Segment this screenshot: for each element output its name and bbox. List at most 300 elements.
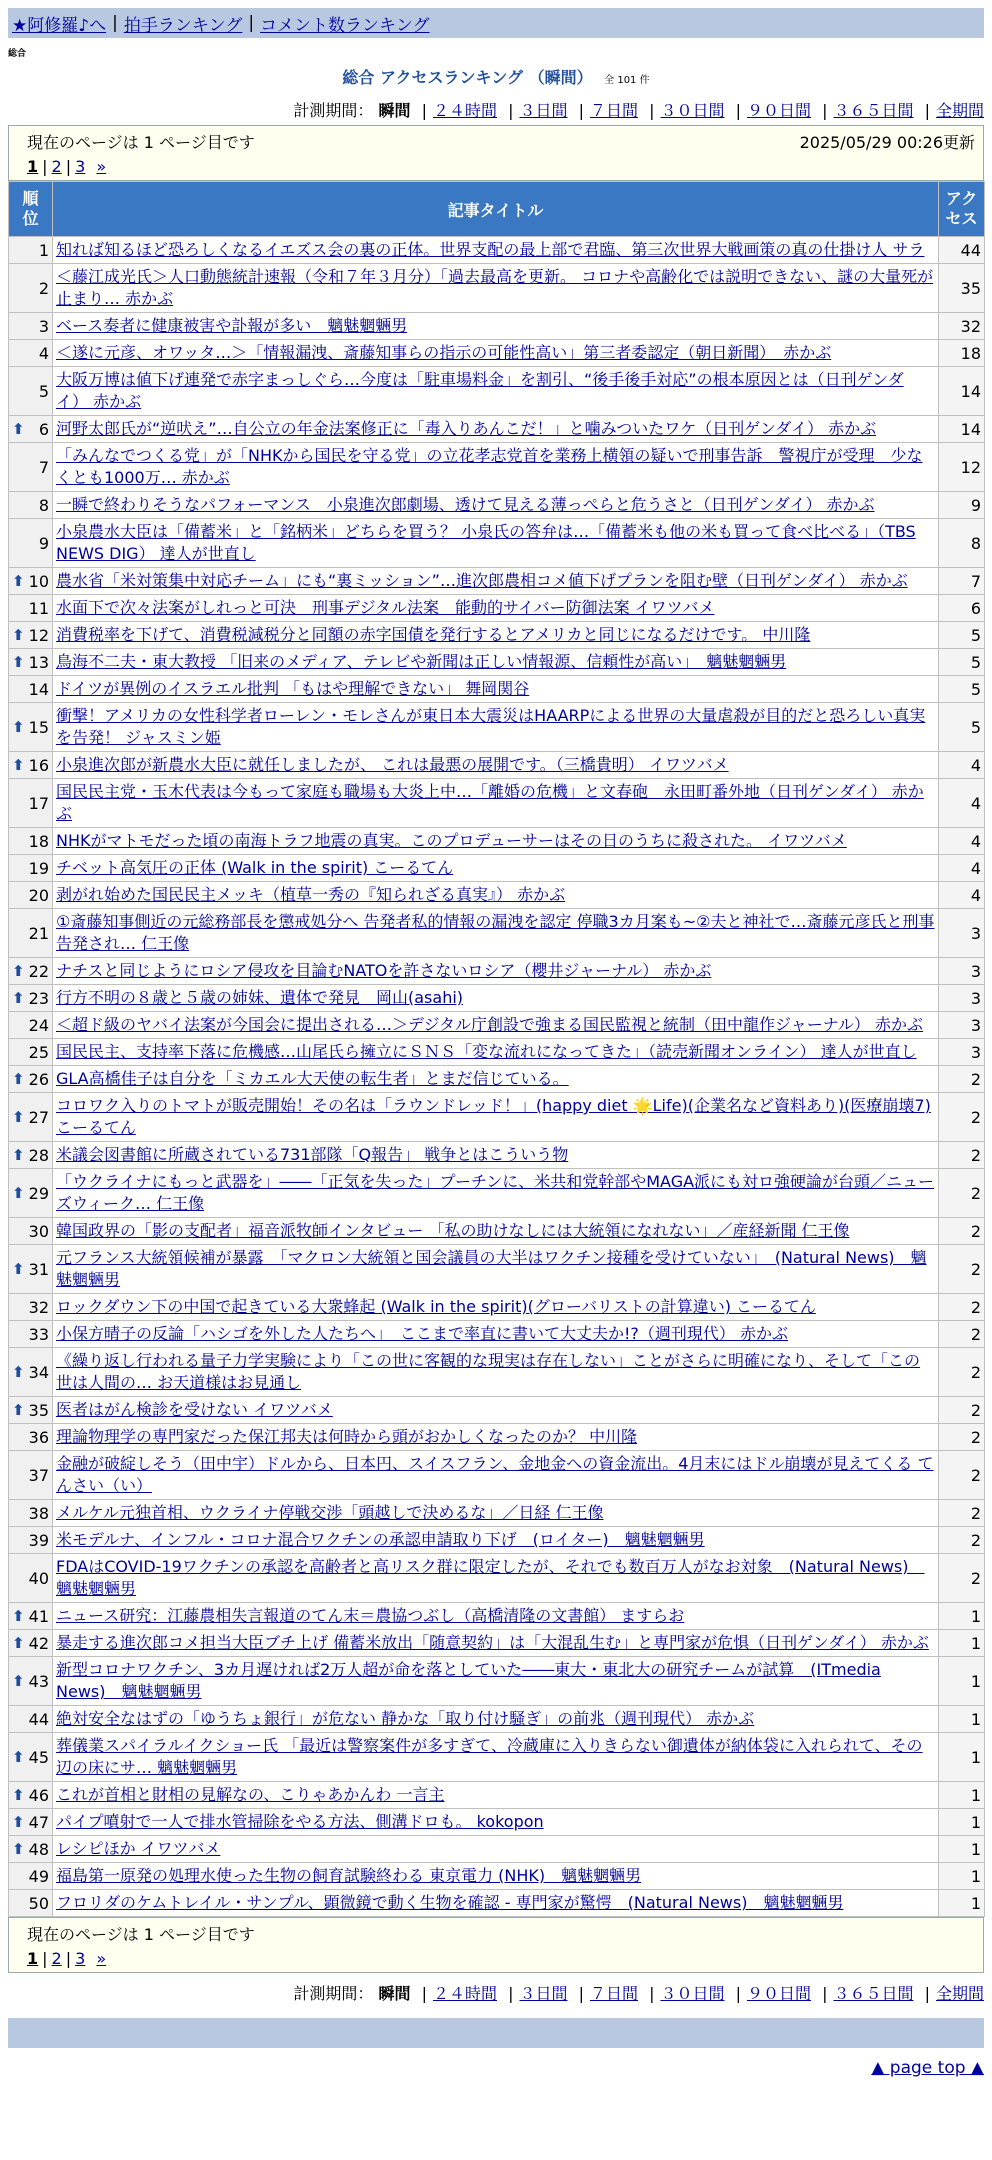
rank-cell (9, 1603, 53, 1630)
rank-number: 45 (28, 1747, 49, 1767)
period-label: 計測期間： (293, 101, 374, 120)
rank-number: 14 (28, 679, 49, 699)
access-count: 2 (939, 1169, 985, 1218)
rank-up-arrow-icon: ⬆ (12, 652, 25, 671)
title-cell (53, 1836, 939, 1863)
title-cell (53, 1218, 939, 1245)
article-title-link[interactable]: 「ウクライナにもっと武器を」――「正気を失った」プーチンに、米共和党幹部やMAGA派にも対ロ強硬論が台頭／ニューズウィーク… 仁王像 (56, 1172, 935, 1213)
rank-cell (9, 595, 53, 622)
article-title-link[interactable]: ＜遂に元彦、オワッタ…＞「情報漏洩、斎藤知事らの指示の可能性高い」第三者委認定（朝日新聞） 赤かぶ (56, 343, 832, 362)
rank-cell (9, 1294, 53, 1321)
rank-number: 34 (28, 1362, 49, 1382)
rank-number: 6 (38, 419, 49, 439)
rank-up-arrow-icon: ⬆ (12, 1671, 25, 1690)
period-3d-link[interactable]: ３日間 (519, 1984, 568, 2003)
article-title-link[interactable]: 韓国政界の「影の支配者」福音派牧師インタビュー 「私の助けなしには大統領になれない」／産経新聞 仁王像 (56, 1221, 850, 1240)
table-row (9, 367, 985, 416)
rank-cell (9, 1424, 53, 1451)
rank-cell (9, 855, 53, 882)
access-count: 2 (939, 1397, 985, 1424)
rank-cell (9, 882, 53, 909)
page-info-bottom (8, 1917, 984, 1973)
pager-bottom: 1 | 2 | 3 » (27, 1949, 107, 1968)
page-top-link[interactable]: ▲ page top ▲ (871, 2058, 984, 2078)
title-cell (53, 703, 939, 752)
rank-up-arrow-icon: ⬆ (12, 1145, 25, 1164)
article-title-link[interactable]: GLA高橋佳子は自分を「ミカエル大天使の転生者」とまだ信じている。 (56, 1069, 569, 1088)
rank-number: 31 (28, 1259, 49, 1279)
article-title-link[interactable]: 知れば知るほど恐ろしくなるイエズス会の裏の正体。世界支配の最上部で君臨、第三次世界大戦画策の真の仕掛け人 サラ (56, 240, 925, 259)
access-count: 1 (939, 1782, 985, 1809)
rank-cell (9, 1630, 53, 1657)
article-title-link[interactable]: 金融が破綻しそう（田中宇）ドルから、日本円、スイスフラン、金地金への資金流出。4月末にはドル崩壊が見えてくる てんさい（い） (56, 1454, 934, 1495)
rank-cell (9, 828, 53, 855)
rank-number: 35 (28, 1400, 49, 1420)
rank-cell (9, 1657, 53, 1706)
article-title-link[interactable]: 剥がれ始めた国民民主メッキ（植草一秀の『知られざる真実』） 赤かぶ (56, 885, 566, 904)
access-count: 18 (939, 340, 985, 367)
rank-number: 48 (28, 1839, 49, 1859)
rank-number: 37 (28, 1465, 49, 1485)
title-cell (53, 622, 939, 649)
title-cell (53, 958, 939, 985)
rank-up-arrow-icon: ⬆ (12, 1362, 25, 1381)
table-row (9, 1321, 985, 1348)
table-row (9, 1348, 985, 1397)
access-count: 3 (939, 909, 985, 958)
pager-top: 1 | 2 | 3 » (27, 157, 107, 176)
rank-number: 40 (28, 1568, 49, 1588)
rank-cell (9, 1836, 53, 1863)
access-count: 2 (939, 1245, 985, 1294)
article-title-link[interactable]: 葬儀業スパイラルイクショー氏 「最近は警察案件が多すぎて、冷蔵庫に入りきらない御遺体が納体袋に入れられて、その辺の床にサ… 魑魅魍魎男 (56, 1736, 923, 1777)
period-current: 瞬間 (378, 101, 411, 120)
access-count: 1 (939, 1890, 985, 1917)
rank-up-arrow-icon: ⬆ (12, 419, 25, 438)
rank-up-arrow-icon: ⬆ (12, 1839, 25, 1858)
table-row (9, 909, 985, 958)
rank-up-arrow-icon: ⬆ (12, 1069, 25, 1088)
rank-cell (9, 1093, 53, 1142)
access-count: 3 (939, 1012, 985, 1039)
rank-cell (9, 1218, 53, 1245)
rank-cell (9, 985, 53, 1012)
table-row (9, 779, 985, 828)
table-row (9, 568, 985, 595)
ranking-table (8, 181, 985, 1917)
title-cell (53, 1782, 939, 1809)
title-cell (53, 416, 939, 443)
article-title-link[interactable]: フロリダのケムトレイル・サンプル、顕微鏡で動く生物を確認 - 専門家が驚愕 (Natural News) 魑魅魍魎男 (56, 1893, 844, 1912)
article-title-link[interactable]: ニュース研究：江藤農相失言報道のてん末＝農協つぶし（高橋清隆の文書館） ますらお (56, 1606, 685, 1625)
table-row (9, 1527, 985, 1554)
rank-number: 38 (28, 1503, 49, 1523)
rank-number: 32 (28, 1297, 49, 1317)
page-title (0, 65, 992, 88)
rank-cell (9, 1012, 53, 1039)
rank-number: 33 (28, 1324, 49, 1344)
period-24h-link[interactable]: ２４時間 (432, 1984, 497, 2003)
rank-number: 44 (28, 1709, 49, 1729)
rank-cell (9, 909, 53, 958)
article-title-link[interactable]: ベース奏者に健康被害や訃報が多い 魑魅魍魎男 (56, 316, 408, 335)
title-cell (53, 1093, 939, 1142)
rank-cell (9, 622, 53, 649)
pager-page-2[interactable]: 2 (51, 1949, 62, 1968)
rank-up-arrow-icon: ⬆ (12, 1747, 25, 1766)
table-row (9, 649, 985, 676)
rank-cell (9, 1890, 53, 1917)
access-count: 32 (939, 313, 985, 340)
article-title-link[interactable]: 「みんなでつくる党」が「NHKから国民を守る党」の立花孝志党首を業務上横領の疑いで刑事告訴 警視庁が受理 少なくとも1000万… 赤かぶ (56, 446, 923, 487)
rank-number: 13 (28, 652, 49, 672)
table-header-row (9, 182, 985, 237)
rank-number: 21 (28, 923, 49, 943)
title-cell (53, 519, 939, 568)
rank-cell (9, 1397, 53, 1424)
col-title-header: 記事タイトル (53, 182, 939, 237)
period-7d-link[interactable]: ７日間 (589, 1984, 638, 2003)
rank-up-arrow-icon: ⬆ (12, 625, 25, 644)
rank-cell (9, 568, 53, 595)
article-title-link[interactable]: ＜超ド級のヤバイ法案が今国会に提出される…＞デジタル庁創設で強まる国民監視と統制（田中龍作ジャーナル） 赤かぶ (56, 1015, 924, 1034)
period-30d-link[interactable]: ３０日間 (660, 1984, 725, 2003)
title-cell (53, 1012, 939, 1039)
title-cell (53, 443, 939, 492)
table-row (9, 1093, 985, 1142)
rank-cell (9, 1782, 53, 1809)
table-row (9, 958, 985, 985)
rank-number: 1 (38, 240, 49, 260)
access-count: 2 (939, 1066, 985, 1093)
category-label: 総合 (8, 49, 27, 59)
table-row (9, 676, 985, 703)
rank-cell (9, 519, 53, 568)
title-cell (53, 779, 939, 828)
total-count: 全 101 件 (604, 75, 650, 86)
rank-cell (9, 443, 53, 492)
access-count: 2 (939, 1142, 985, 1169)
title-cell (53, 1733, 939, 1782)
article-title-link[interactable]: 医者はがん検診を受けない イワツバメ (56, 1400, 333, 1419)
rank-up-arrow-icon: ⬆ (12, 717, 25, 736)
period-24h-link[interactable]: ２４時間 (432, 101, 497, 120)
rank-number: 27 (28, 1107, 49, 1127)
rank-cell (9, 1169, 53, 1218)
article-title-link[interactable]: 一瞬で終わりそうなパフォーマンス 小泉進次郎劇場、透けて見える薄っぺらと危うさと（日刊ゲンダイ） 赤かぶ (56, 495, 875, 514)
title-cell (53, 909, 939, 958)
rank-up-arrow-icon: ⬆ (12, 1400, 25, 1419)
title-cell (53, 1294, 939, 1321)
table-row (9, 1245, 985, 1294)
title-cell (53, 1451, 939, 1500)
article-title-link[interactable]: 米議会図書館に所蔵されている731部隊「Q報告」 戦争とはこういう物 (56, 1145, 569, 1164)
rank-cell (9, 779, 53, 828)
access-count: 35 (939, 264, 985, 313)
rank-number: 25 (28, 1042, 49, 1062)
article-title-link[interactable]: ①斎藤知事側近の元総務部長を懲戒処分へ 告発者私的情報の漏洩を認定 停職3カ月案も~②夫と神社で…斎藤元彦氏と刑事告発され… 仁王像 (56, 912, 935, 953)
rank-number: 26 (28, 1069, 49, 1089)
access-count: 2 (939, 1348, 985, 1397)
table-row (9, 1809, 985, 1836)
access-count: 1 (939, 1809, 985, 1836)
article-title-link[interactable]: パイプ噴射で一人で排水管掃除をやる方法、側溝ドロも。 kokopon (56, 1812, 544, 1831)
title-cell (53, 1039, 939, 1066)
rank-up-arrow-icon: ⬆ (12, 571, 25, 590)
rank-number: 43 (28, 1671, 49, 1691)
rank-number: 3 (38, 316, 49, 336)
pager-next[interactable]: » (96, 157, 107, 176)
rank-number: 8 (38, 495, 49, 515)
rank-cell (9, 752, 53, 779)
title-cell (53, 1890, 939, 1917)
table-row (9, 1890, 985, 1917)
article-title-link[interactable]: 水面下で次々法案がしれっと可決 刑事デジタル法案 能動的サイバー防御法案 イワツバメ (56, 598, 715, 617)
article-title-link[interactable]: 鳥海不二夫・東大教授 「旧来のメディア、テレビや新聞は正しい情報源、信頼性が高い」 魑魅魍魎男 (56, 652, 787, 671)
article-title-link[interactable]: ロックダウン下の中国で起きている大衆蜂起 (Walk in the spirit)(グローバリストの計算違い) こーるてん (56, 1297, 816, 1316)
table-row (9, 264, 985, 313)
current-page-text: 現在のページは 1 ページ目です (27, 133, 255, 152)
access-count: 2 (939, 1554, 985, 1603)
title-cell (53, 1554, 939, 1603)
access-count: 5 (939, 649, 985, 676)
table-row (9, 1500, 985, 1527)
title-cell (53, 1657, 939, 1706)
rank-number: 36 (28, 1427, 49, 1447)
rank-up-arrow-icon: ⬆ (12, 1606, 25, 1625)
rank-up-arrow-icon: ⬆ (12, 988, 25, 1007)
rank-cell (9, 649, 53, 676)
access-count: 9 (939, 492, 985, 519)
title-cell (53, 340, 939, 367)
table-row (9, 313, 985, 340)
period-365d-link[interactable]: ３６５日間 (833, 1984, 914, 2003)
table-row (9, 1012, 985, 1039)
article-title-link[interactable]: 国民民主党・玉木代表は今もって家庭も職場も大炎上中…「離婚の危機」と文春砲 永田町番外地（日刊ゲンダイ） 赤かぶ (56, 782, 924, 823)
rank-number: 23 (28, 988, 49, 1008)
title-cell (53, 649, 939, 676)
title-cell (53, 1706, 939, 1733)
article-title-link[interactable]: メルケル元独首相、ウクライナ停戦交渉「頭越しで決めるな」／日経 仁王像 (56, 1503, 604, 1522)
article-title-link[interactable]: FDAはCOVID-19ワクチンの承認を高齢者と高リスク群に限定したが、それでも数百万人がなお対象 (Natural News) 魑魅魍魎男 (56, 1557, 925, 1598)
access-count: 1 (939, 1836, 985, 1863)
rank-cell (9, 1863, 53, 1890)
access-count: 2 (939, 1093, 985, 1142)
rank-number: 20 (28, 885, 49, 905)
home-link[interactable]: ★阿修羅♪へ (12, 15, 107, 36)
rank-cell (9, 264, 53, 313)
title-cell (53, 676, 939, 703)
rank-number: 4 (38, 343, 49, 363)
current-page-text-bottom: 現在のページは 1 ページ目です (27, 1925, 255, 1944)
table-row (9, 519, 985, 568)
period-selector-top: 計測期間： 瞬間 | ２４時間 | ３日間 | ７日間 | ３０日間 | ９０日間 | ３６５日間 | 全期間 (293, 101, 984, 120)
access-count: 1 (939, 1863, 985, 1890)
rank-number: 5 (38, 381, 49, 401)
title-cell (53, 1603, 939, 1630)
table-row (9, 1169, 985, 1218)
bottom-bar (8, 2018, 984, 2048)
table-row (9, 1218, 985, 1245)
title-cell (53, 855, 939, 882)
title-cell (53, 985, 939, 1012)
article-title-link[interactable]: 小泉農水大臣は「備蓄米」と「銘柄米」どちらを買う？ 小泉氏の答弁は…「備蓄米も他の米も買って食べ比べる」（TBS NEWS DIG） 達人が世直し (56, 522, 916, 563)
access-count: 6 (939, 595, 985, 622)
title-cell (53, 1169, 939, 1218)
page-info-top (8, 125, 984, 181)
table-row (9, 882, 985, 909)
article-title-link[interactable]: 大阪万博は値下げ連発で赤字まっしぐら…今度は「駐車場料金」を割引、“後手後手対応”の根本原因とは（日刊ゲンダイ） 赤かぶ (56, 370, 904, 411)
pager-next[interactable]: » (96, 1949, 107, 1968)
article-title-link[interactable]: 米モデルナ、インフル・コロナ混合ワクチンの承認申請取り下げ (ロイター) 魑魅魍魎男 (56, 1530, 705, 1549)
article-title-link[interactable]: ドイツが異例のイスラエル批判 「もはや理解できない」 舞岡関谷 (56, 679, 530, 698)
period-365d-link[interactable]: ３６５日間 (833, 101, 914, 120)
rank-number: 46 (28, 1785, 49, 1805)
access-count: 2 (939, 1451, 985, 1500)
article-title-link[interactable]: 国民民主、支持率下落に危機感…山尾氏ら擁立にＳＮＳ「変な流れになってきた」（読売新聞オンライン） 達人が世直し (56, 1042, 917, 1061)
title-cell (53, 264, 939, 313)
article-title-link[interactable]: これが首相と財相の見解なの、こりゃあかんわ 一言主 (56, 1785, 445, 1804)
rank-number: 9 (38, 533, 49, 553)
rank-cell (9, 1527, 53, 1554)
rank-cell (9, 1321, 53, 1348)
rank-up-arrow-icon: ⬆ (12, 755, 25, 774)
access-count: 4 (939, 779, 985, 828)
article-title-link[interactable]: NHKがマトモだった頃の南海トラフ地震の真実。このプロデューサーはその日のうちに殺された。 イワツバメ (56, 831, 847, 850)
title-cell (53, 1500, 939, 1527)
rank-number: 10 (28, 571, 49, 591)
article-title-link[interactable]: 元フランス大統領候補が暴露 「マクロン大統領と国会議員の大半はワクチン接種を受けていない」 (Natural News) 魑魅魍魎男 (56, 1248, 927, 1289)
rank-cell (9, 1733, 53, 1782)
access-count: 5 (939, 622, 985, 649)
period-all-link[interactable]: 全期間 (935, 1984, 984, 2003)
col-access-header: アクセス (939, 182, 985, 237)
table-row (9, 1630, 985, 1657)
article-title-link[interactable]: 暴走する進次郎コメ担当大臣ブチ上げ 備蓄米放出「随意契約」は「大混乱生む」と専門家が危惧（日刊ゲンダイ） 赤かぶ (56, 1633, 929, 1652)
period-current: 瞬間 (378, 1984, 411, 2003)
period-3d-link[interactable]: ３日間 (519, 101, 568, 120)
rank-number: 29 (28, 1183, 49, 1203)
title-cell (53, 367, 939, 416)
rank-number: 18 (28, 831, 49, 851)
access-count: 1 (939, 1706, 985, 1733)
article-title-link[interactable]: 河野太郎氏が“逆吠え”…自公立の年金法案修正に「毒入りあんこだ！」と噛みついたワケ（日刊ゲンダイ） 赤かぶ (56, 419, 877, 438)
comment-ranking-link[interactable]: コメント数ランキング (260, 15, 430, 36)
table-row (9, 1424, 985, 1451)
access-count: 1 (939, 1603, 985, 1630)
access-count: 2 (939, 1527, 985, 1554)
article-title-link[interactable]: レシピほか イワツバメ (56, 1839, 221, 1858)
pager-page-3[interactable]: 3 (75, 1949, 86, 1968)
access-count: 5 (939, 703, 985, 752)
access-count: 1 (939, 1630, 985, 1657)
pager-current: 1 (27, 157, 39, 176)
access-count: 2 (939, 1424, 985, 1451)
access-count: 4 (939, 855, 985, 882)
rank-cell (9, 367, 53, 416)
period-30d-link[interactable]: ３０日間 (660, 101, 725, 120)
period-all-link[interactable]: 全期間 (935, 101, 984, 120)
pager-current: 1 (27, 1949, 39, 1968)
table-row (9, 340, 985, 367)
period-90d-link[interactable]: ９０日間 (746, 101, 811, 120)
table-row (9, 492, 985, 519)
rank-cell (9, 416, 53, 443)
article-title-link[interactable]: 行方不明の８歳と５歳の姉妹、遺体で発見 岡山(asahi) (56, 988, 464, 1007)
rank-number: 2 (38, 278, 49, 298)
title-cell (53, 1066, 939, 1093)
article-title-link[interactable]: 理論物理学の専門家だった保江邦夫は何時から頭がおかしくなったのか？ 中川隆 (56, 1427, 638, 1446)
article-title-link[interactable]: 新型コロナワクチン、3カ月遅ければ2万人超が命を落としていた――東大・東北大の研究チームが試算 (ITmedia News) 魑魅魍魎男 (56, 1660, 881, 1701)
access-count: 3 (939, 985, 985, 1012)
rank-number: 30 (28, 1221, 49, 1241)
table-row (9, 1733, 985, 1782)
rank-number: 16 (28, 755, 49, 775)
rank-number: 12 (28, 625, 49, 645)
pager-page-2[interactable]: 2 (51, 157, 62, 176)
title-cell (53, 828, 939, 855)
rank-cell (9, 676, 53, 703)
rank-number: 15 (28, 717, 49, 737)
rank-up-arrow-icon: ⬆ (12, 961, 25, 980)
rank-number: 11 (28, 598, 49, 618)
rank-cell (9, 1809, 53, 1836)
title-cell (53, 1142, 939, 1169)
pager-page-3[interactable]: 3 (75, 157, 86, 176)
article-title-link[interactable]: 小保方晴子の反論「ハシゴを外した人たちへ」 ここまで率直に書いて大丈夫か!?（週刊現代） 赤かぶ (56, 1324, 788, 1343)
table-row (9, 443, 985, 492)
article-title-link[interactable]: 《繰り返し行われる量子力学実験により「この世に客観的な現実は存在しない」ことがさらに明確になり、そして「この世は人間の… お天道様はお見通し (56, 1351, 921, 1392)
rank-cell (9, 1451, 53, 1500)
table-row (9, 1142, 985, 1169)
rank-up-arrow-icon: ⬆ (12, 1183, 25, 1202)
article-title-link[interactable]: 福島第一原発の処理水使った生物の飼育試験終わる 東京電力 (NHK) 魑魅魍魎男 (56, 1866, 642, 1885)
article-title-link[interactable]: 衝撃！アメリカの女性科学者ローレン・モレさんが東日本大震災はHAARPによる世界の大量虐殺が目的だと恐ろしい真実を告発！ ジャスミン姫 (56, 706, 926, 747)
rank-cell (9, 1245, 53, 1294)
article-title-link[interactable]: ＜藤江成光氏＞人口動態統計速報（令和７年３月分）「過去最高を更新。 コロナや高齢化では説明できない、謎の大量死が止まり… 赤かぶ (56, 267, 934, 308)
page-title-text: 総合 アクセスランキング （瞬間） (342, 68, 593, 87)
title-cell (53, 1321, 939, 1348)
rank-cell (9, 703, 53, 752)
access-count: 1 (939, 1657, 985, 1706)
applause-ranking-link[interactable]: 拍手ランキング (123, 15, 243, 36)
access-count: 3 (939, 958, 985, 985)
article-title-link[interactable]: ナチスと同じようにロシア侵攻を目論むNATOを許さないロシア（櫻井ジャーナル） 赤かぶ (56, 961, 712, 980)
article-title-link[interactable]: チベット高気圧の正体 (Walk in the spirit) こーるてん (56, 858, 454, 877)
access-count: 2 (939, 1218, 985, 1245)
rank-cell (9, 958, 53, 985)
article-title-link[interactable]: 小泉進次郎が新農水大臣に就任しましたが、 これは最悪の展開です。（三橋貴明） イワツバメ (56, 755, 729, 774)
table-row (9, 237, 985, 264)
article-title-link[interactable]: コロワク入りのトマトが販売開始！その名は「ラウンドレッド！」(happy diet 🌟Life)(企業名など資料あり)(医療崩壊7) こーるてん (56, 1096, 931, 1137)
rank-up-arrow-icon: ⬆ (12, 1259, 25, 1278)
table-row (9, 622, 985, 649)
rank-cell (9, 1142, 53, 1169)
rank-cell (9, 340, 53, 367)
article-title-link[interactable]: 消費税率を下げて、消費税減税分と同額の赤字国債を発行するとアメリカと同じになるだけです。 中川隆 (56, 625, 811, 644)
table-row (9, 1451, 985, 1500)
rank-up-arrow-icon: ⬆ (12, 1107, 25, 1126)
article-title-link[interactable]: 農水省「米対策集中対応チーム」にも“裏ミッション”…進次郎農相コメ値下げプランを阻む壁（日刊ゲンダイ） 赤かぶ (56, 571, 908, 590)
article-title-link[interactable]: 絶対安全なはずの「ゆうちょ銀行」が危ない 静かな「取り付け騒ぎ」の前兆（週刊現代） 赤かぶ (56, 1709, 755, 1728)
title-cell (53, 313, 939, 340)
access-count: 4 (939, 752, 985, 779)
period-7d-link[interactable]: ７日間 (589, 101, 638, 120)
rank-cell (9, 1348, 53, 1397)
table-row (9, 1066, 985, 1093)
access-count: 44 (939, 237, 985, 264)
period-90d-link[interactable]: ９０日間 (746, 1984, 811, 2003)
